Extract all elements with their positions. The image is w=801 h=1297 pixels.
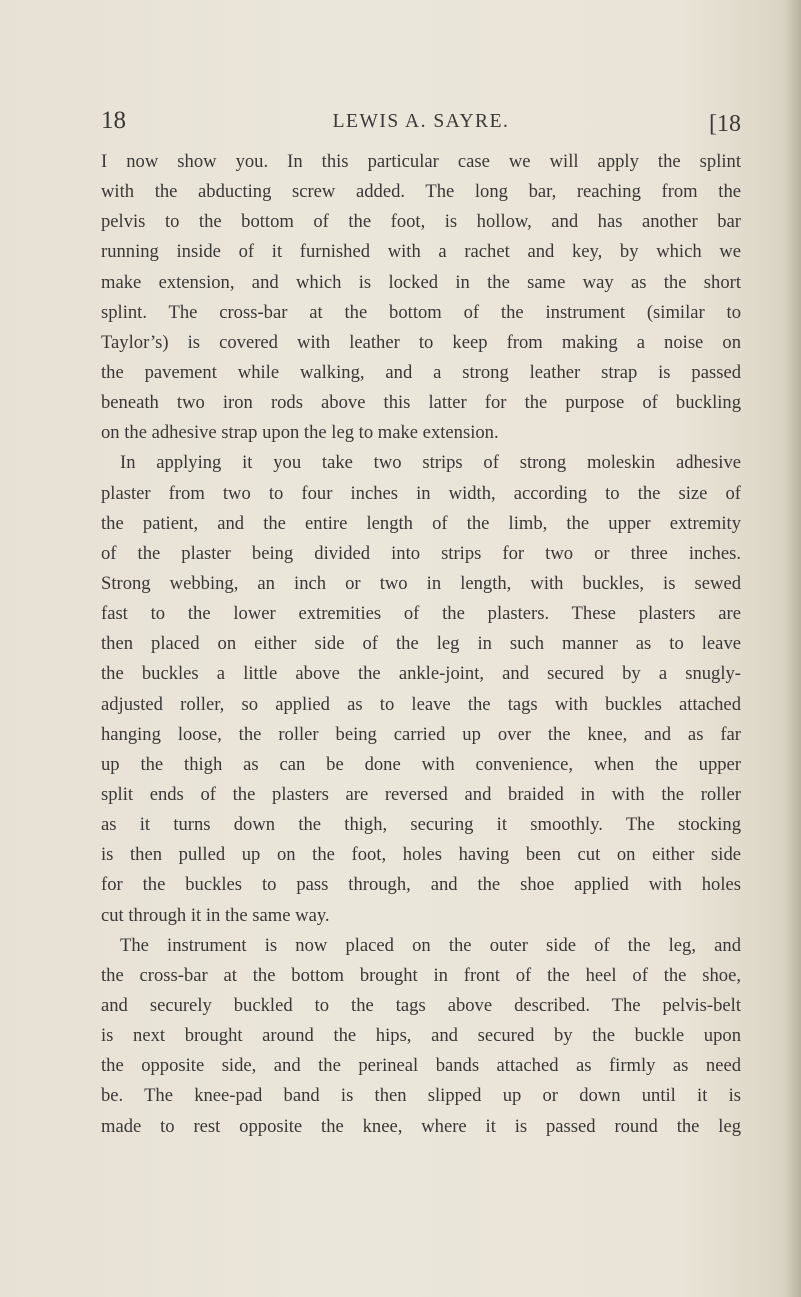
text-line: of the plaster being divided into strips for two or three inches. — [101, 542, 741, 564]
text-line: up the thigh as can be done with convenience, when the upper — [101, 753, 741, 775]
text-line: The instrument is now placed on the outer side of the leg, and — [120, 934, 741, 956]
text-line: beneath two iron rods above this latter for the purpose of buckling — [101, 392, 741, 414]
text-line: running inside of it furnished with a rachet and key, by which we — [101, 241, 741, 263]
page-number: 18 — [101, 107, 126, 134]
text-line: Strong webbing, an inch or two in length, with buckles, is sewed — [101, 572, 741, 594]
text-line: In applying it you take two strips of strong moleskin adhesive — [120, 452, 741, 474]
text-line: as it turns down the thigh, securing it smoothly. The stocking — [101, 814, 741, 836]
text-line: pelvis to the bottom of the foot, is hollow, and has another bar — [101, 211, 741, 233]
text-line: with the abducting screw added. The long bar, reaching from the — [101, 181, 741, 203]
text-line: is then pulled up on the foot, holes having been cut on either side — [101, 844, 741, 866]
text-line: the opposite side, and the perineal bands attached as firmly as need — [101, 1055, 741, 1077]
text-line: the patient, and the entire length of the limb, the upper extremity — [101, 512, 741, 534]
text-line: cut through it in the same way. — [101, 904, 330, 926]
running-head — [101, 106, 741, 140]
running-title: LEWIS A. SAYRE. — [332, 111, 510, 132]
text-line: Taylor’s) is covered with leather to keep from making a noise on — [101, 331, 741, 353]
text-line: be. The knee-pad band is then slipped up or down until it is — [101, 1085, 741, 1107]
text-line: fast to the lower extremities of the plasters. These plasters are — [101, 603, 741, 625]
text-line: adjusted roller, so applied as to leave the tags with buckles attached — [101, 693, 741, 715]
text-line: is next brought around the hips, and secured by the buckle upon — [101, 1025, 741, 1047]
text-line: and securely buckled to the tags above described. The pelvis-belt — [101, 994, 741, 1016]
text-line: split ends of the plasters are reversed and braided in with the roller — [101, 783, 741, 805]
text-line: hanging loose, the roller being carried up over the knee, and as far — [101, 723, 741, 745]
text-line: on the adhesive strap upon the leg to make extension. — [101, 422, 499, 444]
text-line: I now show you. In this particular case we will apply the splint — [101, 151, 741, 172]
page-edge-shadow — [785, 0, 801, 1297]
text-line: splint. The cross-bar at the bottom of the instrument (similar to — [101, 301, 741, 323]
text-line: the cross-bar at the bottom brought in front of the heel of the shoe, — [101, 964, 741, 986]
text-line: made to rest opposite the knee, where it is passed round the leg — [101, 1115, 741, 1137]
text-line: plaster from two to four inches in width, according to the size of — [101, 482, 741, 504]
body-text — [101, 147, 741, 1142]
text-line: the pavement while walking, and a strong leather strap is passed — [101, 361, 741, 383]
text-line: the buckles a little above the ankle-joint, and secured by a snugly- — [101, 663, 741, 685]
text-line: for the buckles to pass through, and the shoe applied with holes — [101, 874, 741, 896]
text-line: then placed on either side of the leg in such manner as to leave — [101, 633, 741, 655]
section-mark: [18 — [709, 111, 741, 137]
text-line: make extension, and which is locked in the same way as the short — [101, 271, 741, 293]
